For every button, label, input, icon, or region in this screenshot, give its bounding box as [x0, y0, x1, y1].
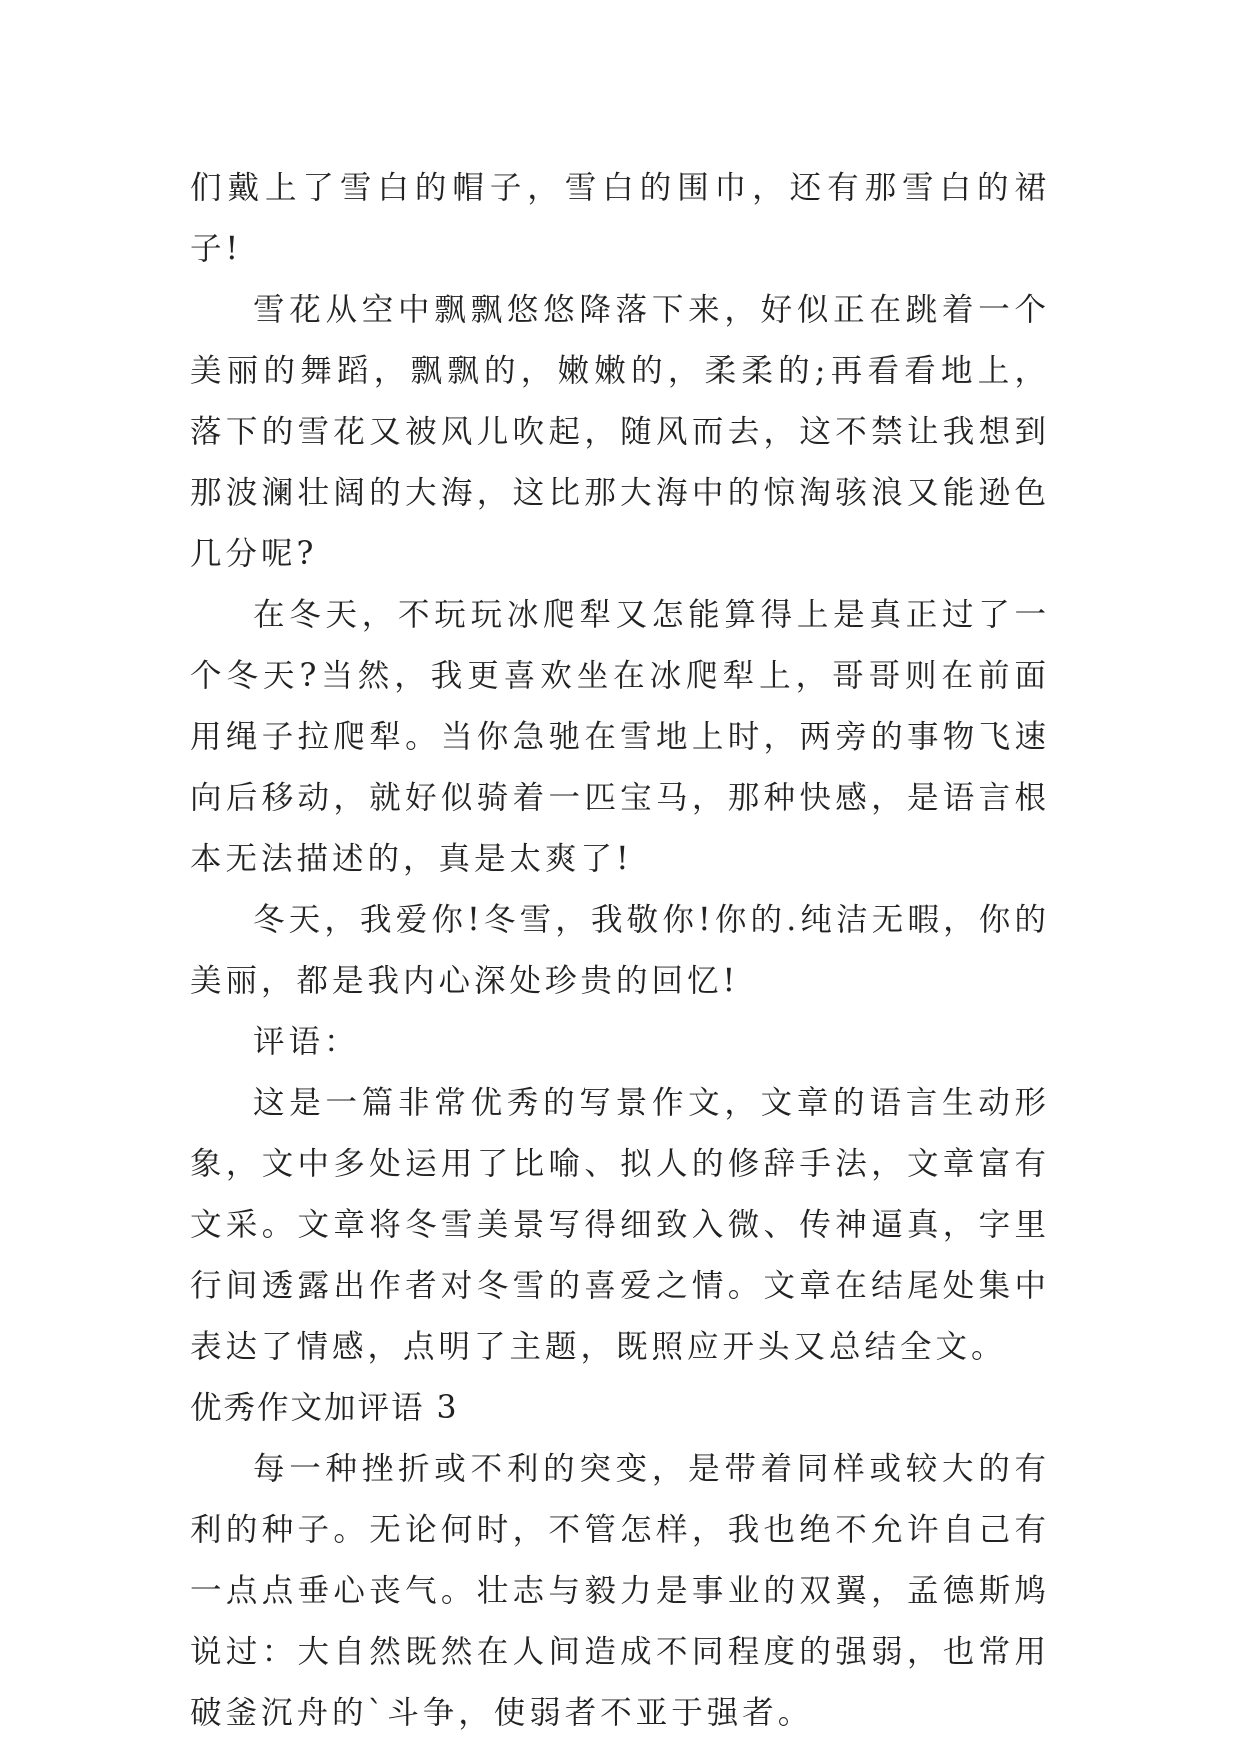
paragraph-continuation: 们戴上了雪白的帽子，雪白的围巾，还有那雪白的裙子!: [190, 170, 1050, 267]
paragraph-comment: 这是一篇非常优秀的写景作文，文章的语言生动形象，文中多处运用了比喻、拟人的修辞手法，文章富有文采。文章将冬雪美景写得细致入微、传神逼真，字里行间透露出作者对冬雪的喜爱之情。文章在结尾处集中表达了情感，点明了主题，既照应开头又总结全文。: [190, 1085, 1050, 1365]
paragraph-ice-sled: 在冬天，不玩玩冰爬犁又怎能算得上是真正过了一个冬天?当然，我更喜欢坐在冰爬犁上，哥哥则在前面用绳子拉爬犁。当你急驰在雪地上时，两旁的事物飞速向后移动，就好似骑着一匹宝马，那种快感，是语言根本无法描述的，真是太爽了!: [190, 597, 1050, 877]
paragraph-love-winter: 冬天，我爱你!冬雪，我敬你!你的.纯洁无暇，你的美丽，都是我内心深处珍贵的回忆!: [190, 902, 1050, 999]
section-heading: 优秀作文加评语 3: [190, 1390, 459, 1426]
comment-label: 评语：: [253, 1024, 360, 1060]
document-body: [190, 158, 1050, 1744]
paragraph-snowflakes: 雪花从空中飘飘悠悠降落下来，好似正在跳着一个美丽的舞蹈，飘飘的，嫩嫩的，柔柔的;再看看地上，落下的雪花又被风儿吹起，随风而去，这不禁让我想到那波澜壮阔的大海，这比那大海中的惊淘骇浪又能逊色几分呢?: [190, 292, 1050, 572]
paragraph-setback: 每一种挫折或不利的突变，是带着同样或较大的有利的种子。无论何时，不管怎样，我也绝不允许自己有一点点垂心丧气。壮志与毅力是事业的双翼，孟德斯鸠说过：大自然既然在人间造成不同程度的强弱，也常用破釜沉舟的`斗争，使弱者不亚于强者。: [190, 1451, 1050, 1731]
